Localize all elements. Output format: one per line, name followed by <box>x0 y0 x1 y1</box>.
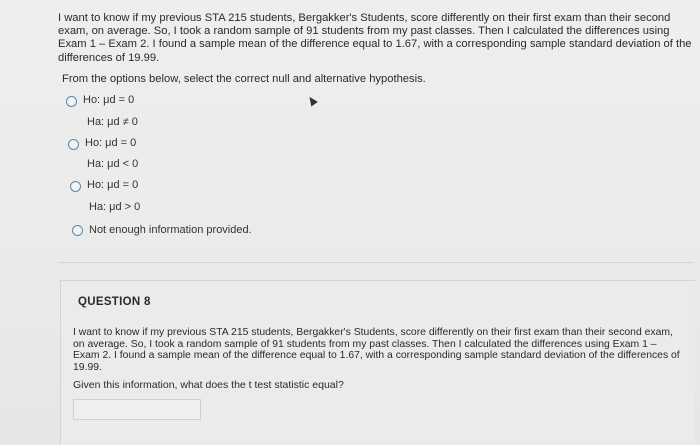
section-divider <box>58 262 694 263</box>
question-8-title: QUESTION 8 <box>78 296 151 308</box>
option-1-radio[interactable] <box>66 96 77 107</box>
option-2-alternative: Ha: μd < 0 <box>87 158 139 170</box>
question-7-prompt: From the options below, select the correct null and alternative hypothesis. <box>62 72 426 85</box>
option-3-alternative: Ha: μd > 0 <box>89 201 141 213</box>
option-4-radio[interactable] <box>72 225 83 236</box>
question-8-body <box>73 327 683 391</box>
option-4-label: Not enough information provided. <box>89 224 252 236</box>
option-1-alternative: Ha: μd ≠ 0 <box>87 116 138 128</box>
option-1-null: Ho: μd = 0 <box>83 94 135 106</box>
t-statistic-answer-input[interactable] <box>73 399 201 420</box>
option-2-null: Ho: μd = 0 <box>85 137 137 149</box>
question-8-prompt: Given this information, what does the t test statistic equal? <box>73 379 344 392</box>
question-7 <box>58 12 694 85</box>
mouse-pointer-icon <box>306 95 318 107</box>
option-3-null: Ho: μd = 0 <box>87 179 139 191</box>
question-8-text: I want to know if my previous STA 215 students, Bergakker's Students, score differently on their first exam than their second exam, on average. So, I took a random sample of 91 students from my past classes. Then I calculated the differences using Exam 1 – Exam 2. I found a sample mean of the difference equal to 1.67, with a corresponding sample standard deviation of the differences of 19.99. <box>73 327 680 373</box>
option-2-radio[interactable] <box>68 139 79 150</box>
question-7-text: I want to know if my previous STA 215 students, Bergakker's Students, score differently on their first exam than their second exam, on average. So, I took a random sample of 91 students from my past classes. Then I calculated the differences using Exam 1 – Exam 2. I found a sample mean of the difference equal to 1.67, with a corresponding sample standard deviation of the differences of 19.99. <box>58 12 692 64</box>
option-3-radio[interactable] <box>70 181 81 192</box>
